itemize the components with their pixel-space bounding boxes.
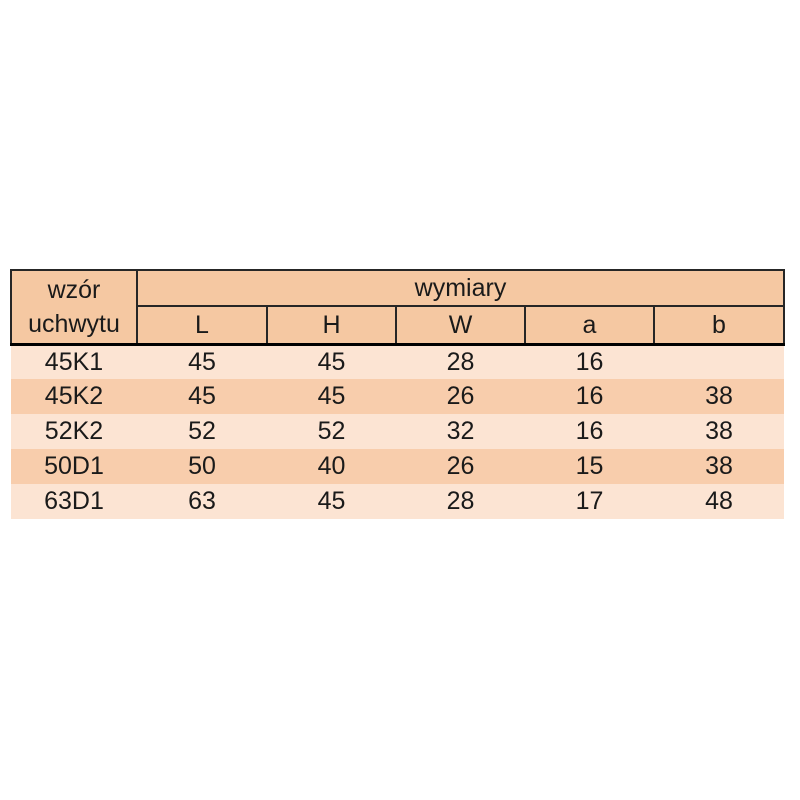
cell-a: 16 xyxy=(525,344,654,379)
cell-model: 45K2 xyxy=(11,379,137,414)
cell-W: 26 xyxy=(396,379,525,414)
table-body xyxy=(11,344,784,519)
cell-b: 38 xyxy=(654,449,784,484)
cell-a: 17 xyxy=(525,484,654,519)
header-cell-b: b xyxy=(654,306,784,344)
header-model-line1: wzór xyxy=(47,275,101,304)
cell-L: 63 xyxy=(137,484,267,519)
cell-b xyxy=(654,344,784,379)
cell-H: 52 xyxy=(267,414,396,449)
cell-W: 26 xyxy=(396,449,525,484)
cell-model: 45K1 xyxy=(11,344,137,379)
header-cell-H: H xyxy=(267,306,396,344)
cell-H: 45 xyxy=(267,344,396,379)
cell-model: 50D1 xyxy=(11,449,137,484)
cell-b: 38 xyxy=(654,379,784,414)
cell-model: 63D1 xyxy=(11,484,137,519)
cell-L: 50 xyxy=(137,449,267,484)
table-row xyxy=(11,379,784,414)
cell-a: 16 xyxy=(525,414,654,449)
table-header xyxy=(11,270,784,344)
cell-b: 38 xyxy=(654,414,784,449)
cell-a: 16 xyxy=(525,379,654,414)
header-cell-L: L xyxy=(137,306,267,344)
table-row xyxy=(11,344,784,379)
cell-L: 45 xyxy=(137,344,267,379)
cell-model: 52K2 xyxy=(11,414,137,449)
cell-H: 45 xyxy=(267,484,396,519)
table-row xyxy=(11,414,784,449)
cell-W: 32 xyxy=(396,414,525,449)
cell-W: 28 xyxy=(396,344,525,379)
handle-dimensions-table xyxy=(10,269,785,519)
cell-W: 28 xyxy=(396,484,525,519)
header-cell-W: W xyxy=(396,306,525,344)
table-row xyxy=(11,449,784,484)
cell-L: 45 xyxy=(137,379,267,414)
header-cell-model xyxy=(11,270,137,344)
header-cell-dimensions-group: wymiary xyxy=(137,270,784,306)
cell-H: 40 xyxy=(267,449,396,484)
header-row-group xyxy=(11,270,784,306)
cell-a: 15 xyxy=(525,449,654,484)
header-model-line2: uchwytu xyxy=(28,309,120,338)
cell-b: 48 xyxy=(654,484,784,519)
header-cell-a: a xyxy=(525,306,654,344)
table-row xyxy=(11,484,784,519)
cell-L: 52 xyxy=(137,414,267,449)
cell-H: 45 xyxy=(267,379,396,414)
